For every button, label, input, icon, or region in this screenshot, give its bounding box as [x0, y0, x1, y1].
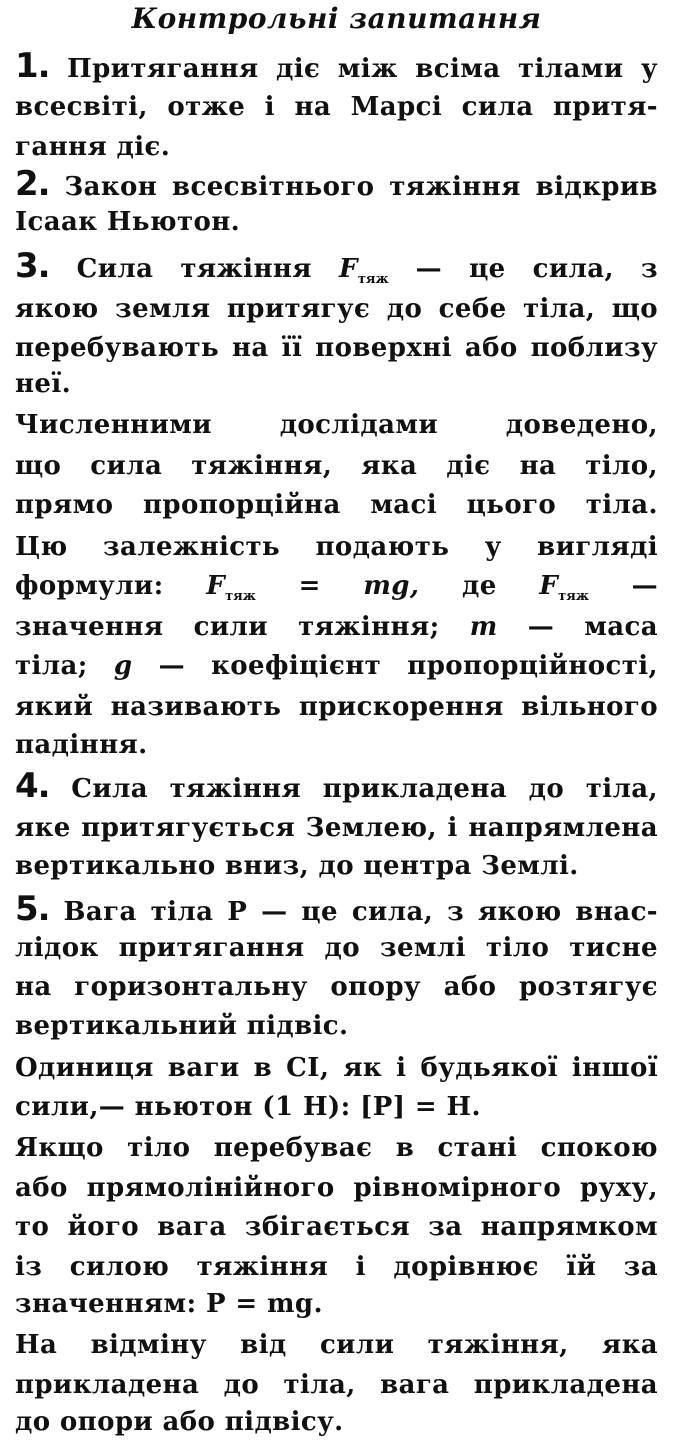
para-5c-line-2: прикладена до тіла, вага прикладена	[15, 1370, 658, 1400]
para-3-line-8: який називають прискорення вільного	[15, 692, 658, 722]
answer-number: 5.	[15, 889, 50, 929]
para-3-line-7: тіла; g — коефіцієнт пропорційності,	[15, 651, 659, 681]
para-3-line-6: значення сили тяжіння; m — маса	[15, 612, 659, 642]
answer-number: 3.	[15, 246, 50, 286]
answer-4-line-2: яке притягується Землею, і напрямлена	[15, 813, 658, 843]
answer-3-line-1: 3. Сила тяжіння $F_{тяж}$ — це сила, з	[15, 246, 659, 287]
para-3-line-9: падіння.	[15, 730, 148, 760]
answer-5-line-1: 5. Вага тіла Р — це сила, з якою внас-	[15, 889, 658, 929]
answer-2-line-1: 2. Закон всесвітнього тяжіння відкрив	[15, 164, 658, 204]
para-5b-line-3: то його вага збігається за напрямком	[15, 1212, 658, 1242]
answer-4-line-3: вертикально вниз, до центра Землі.	[15, 851, 579, 881]
answer-5-line-2: лідок притягання до землі тіло тисне	[15, 933, 658, 963]
para-3-line-2: що сила тяжіння, яка діє на тіло,	[15, 451, 658, 481]
answer-2-line-2: Ісаак Ньютон.	[15, 207, 241, 237]
para-5c-line-3: до опори або підвісу.	[15, 1407, 344, 1437]
answer-3-line-4: неї.	[15, 369, 72, 399]
para-5b-line-1: Якщо тіло перебуває в стані спокою	[15, 1133, 658, 1163]
answer-1-line-2: всесвіті, отже і на Марсі сила притя-	[15, 92, 658, 122]
para-3-line-3: прямо пропорційна масі цього тіла.	[15, 490, 658, 520]
para-3-line-5: формули: $F_{тяж}$ = mg, де $F_{тяж}$ —	[15, 571, 658, 604]
para-5b-line-4: із силою тяжіння і дорівнює їй за	[15, 1252, 658, 1282]
answer-5-line-3: на горизонтальну опору або розтягує	[15, 972, 658, 1002]
para-3-line-4: Цю залежність подають у вигляді	[15, 532, 658, 562]
answer-1-line-3: гання діє.	[15, 132, 171, 162]
answer-number: 4.	[15, 766, 50, 806]
page-title: Контрольні запитання	[131, 2, 542, 35]
answer-3-line-2: якою земля притягує до себе тіла, що	[15, 294, 658, 324]
para-5a-line-1: Одиниця ваги в СІ, як і будьякої іншої	[15, 1053, 658, 1083]
answer-3-line-3: перебувають на її поверхні або поблизу	[15, 333, 658, 363]
para-5a-line-2: сили,— ньютон (1 Н): [P] = Н.	[15, 1092, 481, 1122]
para-5b-line-2: або прямолінійного рівномірного руху,	[15, 1173, 658, 1203]
para-3-line-1: Численними дослідами доведено,	[15, 410, 658, 440]
answer-number: 1.	[15, 46, 50, 86]
answer-1-line-1: 1. Притягання діє між всіма тілами у	[15, 46, 659, 86]
para-5c-line-1: На відміну від сили тяжіння, яка	[15, 1330, 658, 1360]
para-5b-line-5: значенням: P = mg.	[15, 1289, 323, 1319]
answer-5-line-4: вертикальний підвіс.	[15, 1011, 349, 1041]
answer-4-line-1: 4. Сила тяжіння прикладена до тіла,	[15, 766, 659, 806]
answer-number: 2.	[15, 164, 50, 204]
